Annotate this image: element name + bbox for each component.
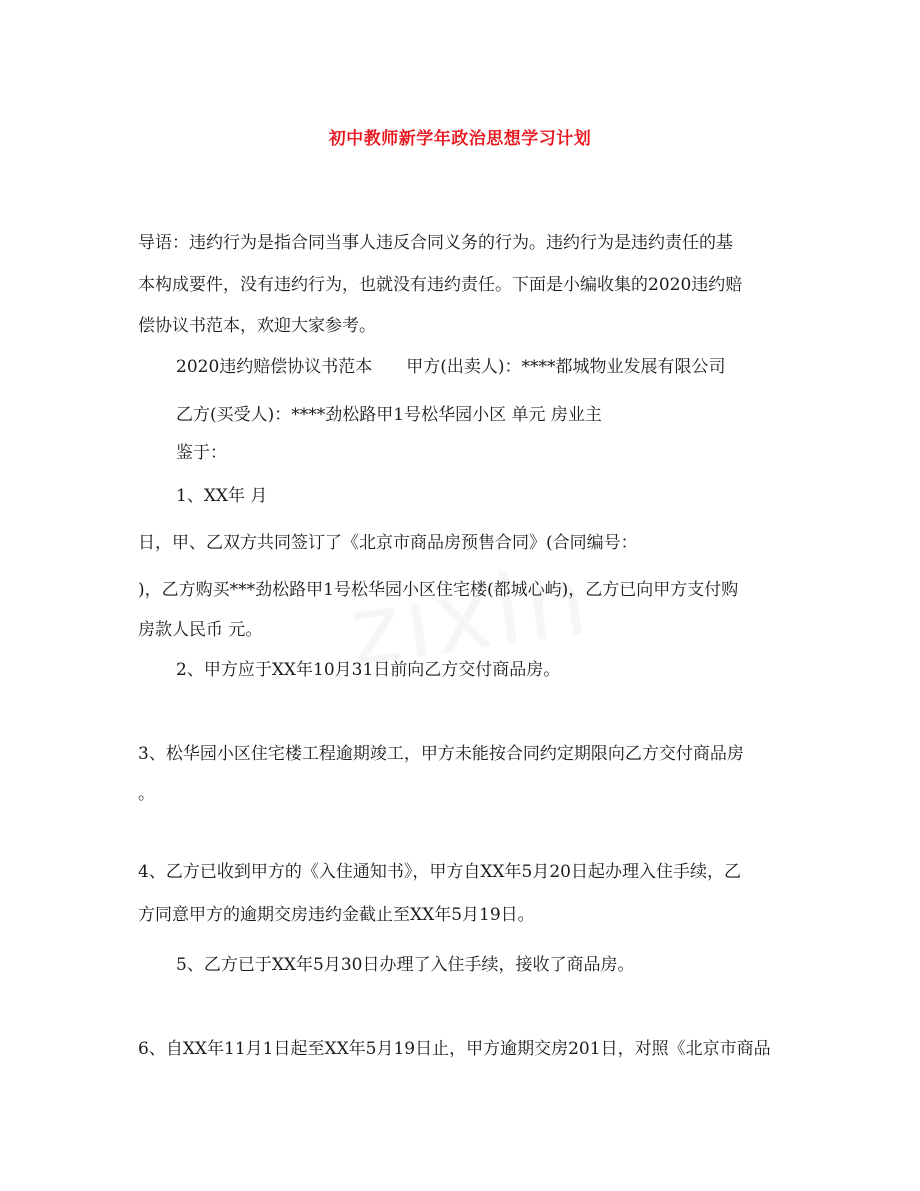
paragraph-line: 3、松华园小区住宅楼工程逾期竣工，甲方未能按合同约定期限向乙方交付商品房 [138, 744, 744, 764]
paragraph-line: 房款人民币 元。 [138, 620, 263, 640]
paragraph-line: 2020违约赔偿协议书范本 甲方(出卖人)：****都城物业发展有限公司 [176, 357, 726, 377]
paragraph-line: 日，甲、乙双方共同签订了《北京市商品房预售合同》(合同编号： [138, 533, 638, 553]
paragraph-line: 鉴于： [176, 443, 227, 463]
paragraph-line: 4、乙方已收到甲方的《入住通知书》，甲方自XX年5月20日起办理入住手续，乙 [138, 862, 741, 882]
paragraph-line: 6、自XX年11月1日起至XX年5月19日止，甲方逾期交房201日，对照《北京市商品 [138, 1039, 771, 1059]
paragraph-line: )，乙方购买***劲松路甲1号松华园小区住宅楼(都城心屿)，乙方已向甲方支付购 [138, 580, 739, 600]
paragraph-line: 1、XX年 月 [176, 486, 268, 506]
paragraph-line: 2、甲方应于XX年10月31日前向乙方交付商品房。 [176, 660, 561, 680]
paragraph-line: 。 [138, 784, 155, 804]
paragraph-line: 本构成要件，没有违约行为，也就没有违约责任。下面是小编收集的2020违约赔 [138, 275, 743, 295]
paragraph-line: 乙方(买受人)：****劲松路甲1号松华园小区 单元 房业主 [176, 405, 602, 425]
paragraph-line: 导语：违约行为是指合同当事人违反合同义务的行为。违约行为是违约责任的基 [138, 233, 733, 253]
document-title: 初中教师新学年政治思想学习计划 [328, 129, 592, 149]
paragraph-line: 偿协议书范本，欢迎大家参考。 [138, 316, 376, 336]
paragraph-line: 5、乙方已于XX年5月30日办理了入住手续，接收了商品房。 [176, 955, 635, 975]
paragraph-line: 方同意甲方的逾期交房违约金截止至XX年5月19日。 [138, 905, 535, 925]
